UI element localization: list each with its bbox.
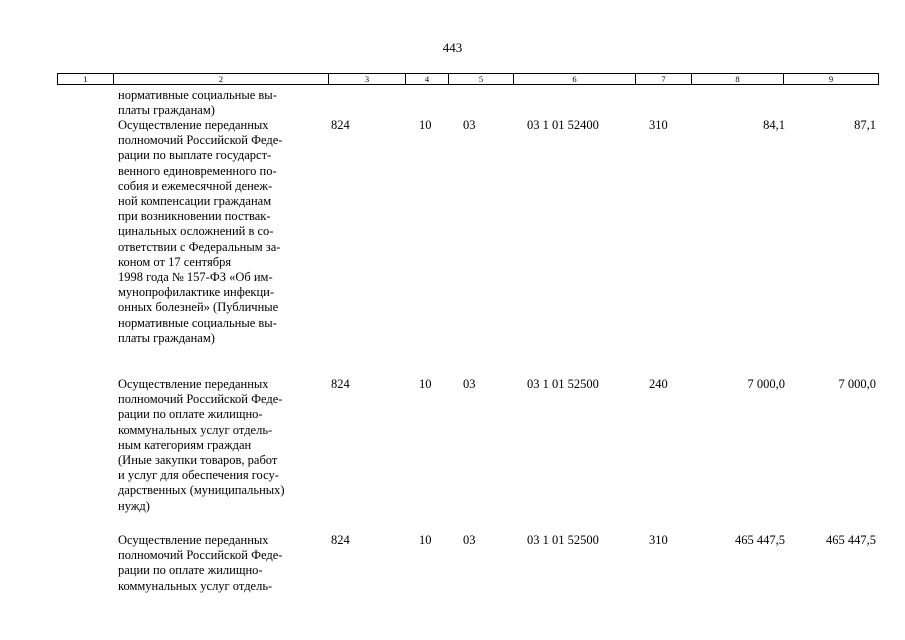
column-header-2: 2 (113, 74, 328, 84)
cell-amount-1: 7 000,0 (747, 377, 785, 391)
table-row (0, 88, 905, 118)
cell-target-article: 03 1 01 52400 (527, 118, 599, 132)
column-header-6: 6 (513, 74, 635, 84)
cell-subsection: 03 (463, 118, 476, 132)
cell-ministry-code: 824 (331, 377, 350, 391)
column-header-9: 9 (783, 74, 878, 84)
cell-section: 10 (419, 533, 432, 547)
cell-subsection: 03 (463, 533, 476, 547)
row-description: нормативные социальные вы- платы гражданам) (118, 88, 277, 118)
cell-expense-type: 310 (649, 533, 668, 547)
row-description: Осуществление переданных полномочий Российской Феде- рации по оплате жилищно- коммунальных услуг отдель- ным категориям граждан (Иные закупки товаров, работ и услуг для обеспечения госу- дарственных (муниципальных) нужд) (118, 377, 285, 513)
cell-ministry-code: 824 (331, 533, 350, 547)
cell-section: 10 (419, 377, 432, 391)
cell-expense-type: 240 (649, 377, 668, 391)
column-header-1: 1 (83, 74, 88, 84)
table-header-row (57, 73, 879, 85)
table-row (0, 377, 905, 533)
cell-amount-2: 7 000,0 (838, 377, 876, 391)
page-number: 443 (442, 40, 463, 55)
cell-amount-2: 465 447,5 (826, 533, 876, 547)
cell-ministry-code: 824 (331, 118, 350, 132)
row-description: Осуществление переданных полномочий Российской Феде- рации по выплате государст- венного единовременного по- собия и ежемесячной денеж- ной компенсации гражданам при возникновении поствак- цинальных осложнений в со- ответствии с Федеральным за- коном от 17 сентября 1998 года № 157-ФЗ «Об им- мунопрофилактике инфекци- онных болезней» (Публичные нормативные социальные вы- платы гражданам) (118, 118, 283, 345)
cell-section: 10 (419, 118, 432, 132)
row-description: Осуществление переданных полномочий Российской Феде- рации по оплате жилищно- коммунальных услуг отдель- (118, 533, 283, 593)
cell-expense-type: 310 (649, 118, 668, 132)
table-body (0, 88, 905, 603)
cell-amount-1: 84,1 (763, 118, 785, 132)
column-header-5: 5 (448, 74, 513, 84)
cell-subsection: 03 (463, 377, 476, 391)
cell-target-article: 03 1 01 52500 (527, 377, 599, 391)
column-header-7: 7 (635, 74, 691, 84)
cell-amount-1: 465 447,5 (735, 533, 785, 547)
table-row (0, 533, 905, 603)
cell-amount-2: 87,1 (854, 118, 876, 132)
column-header-3: 3 (328, 74, 405, 84)
cell-target-article: 03 1 01 52500 (527, 533, 599, 547)
column-header-4: 4 (405, 74, 448, 84)
table-row (0, 118, 905, 377)
column-header-8: 8 (691, 74, 783, 84)
